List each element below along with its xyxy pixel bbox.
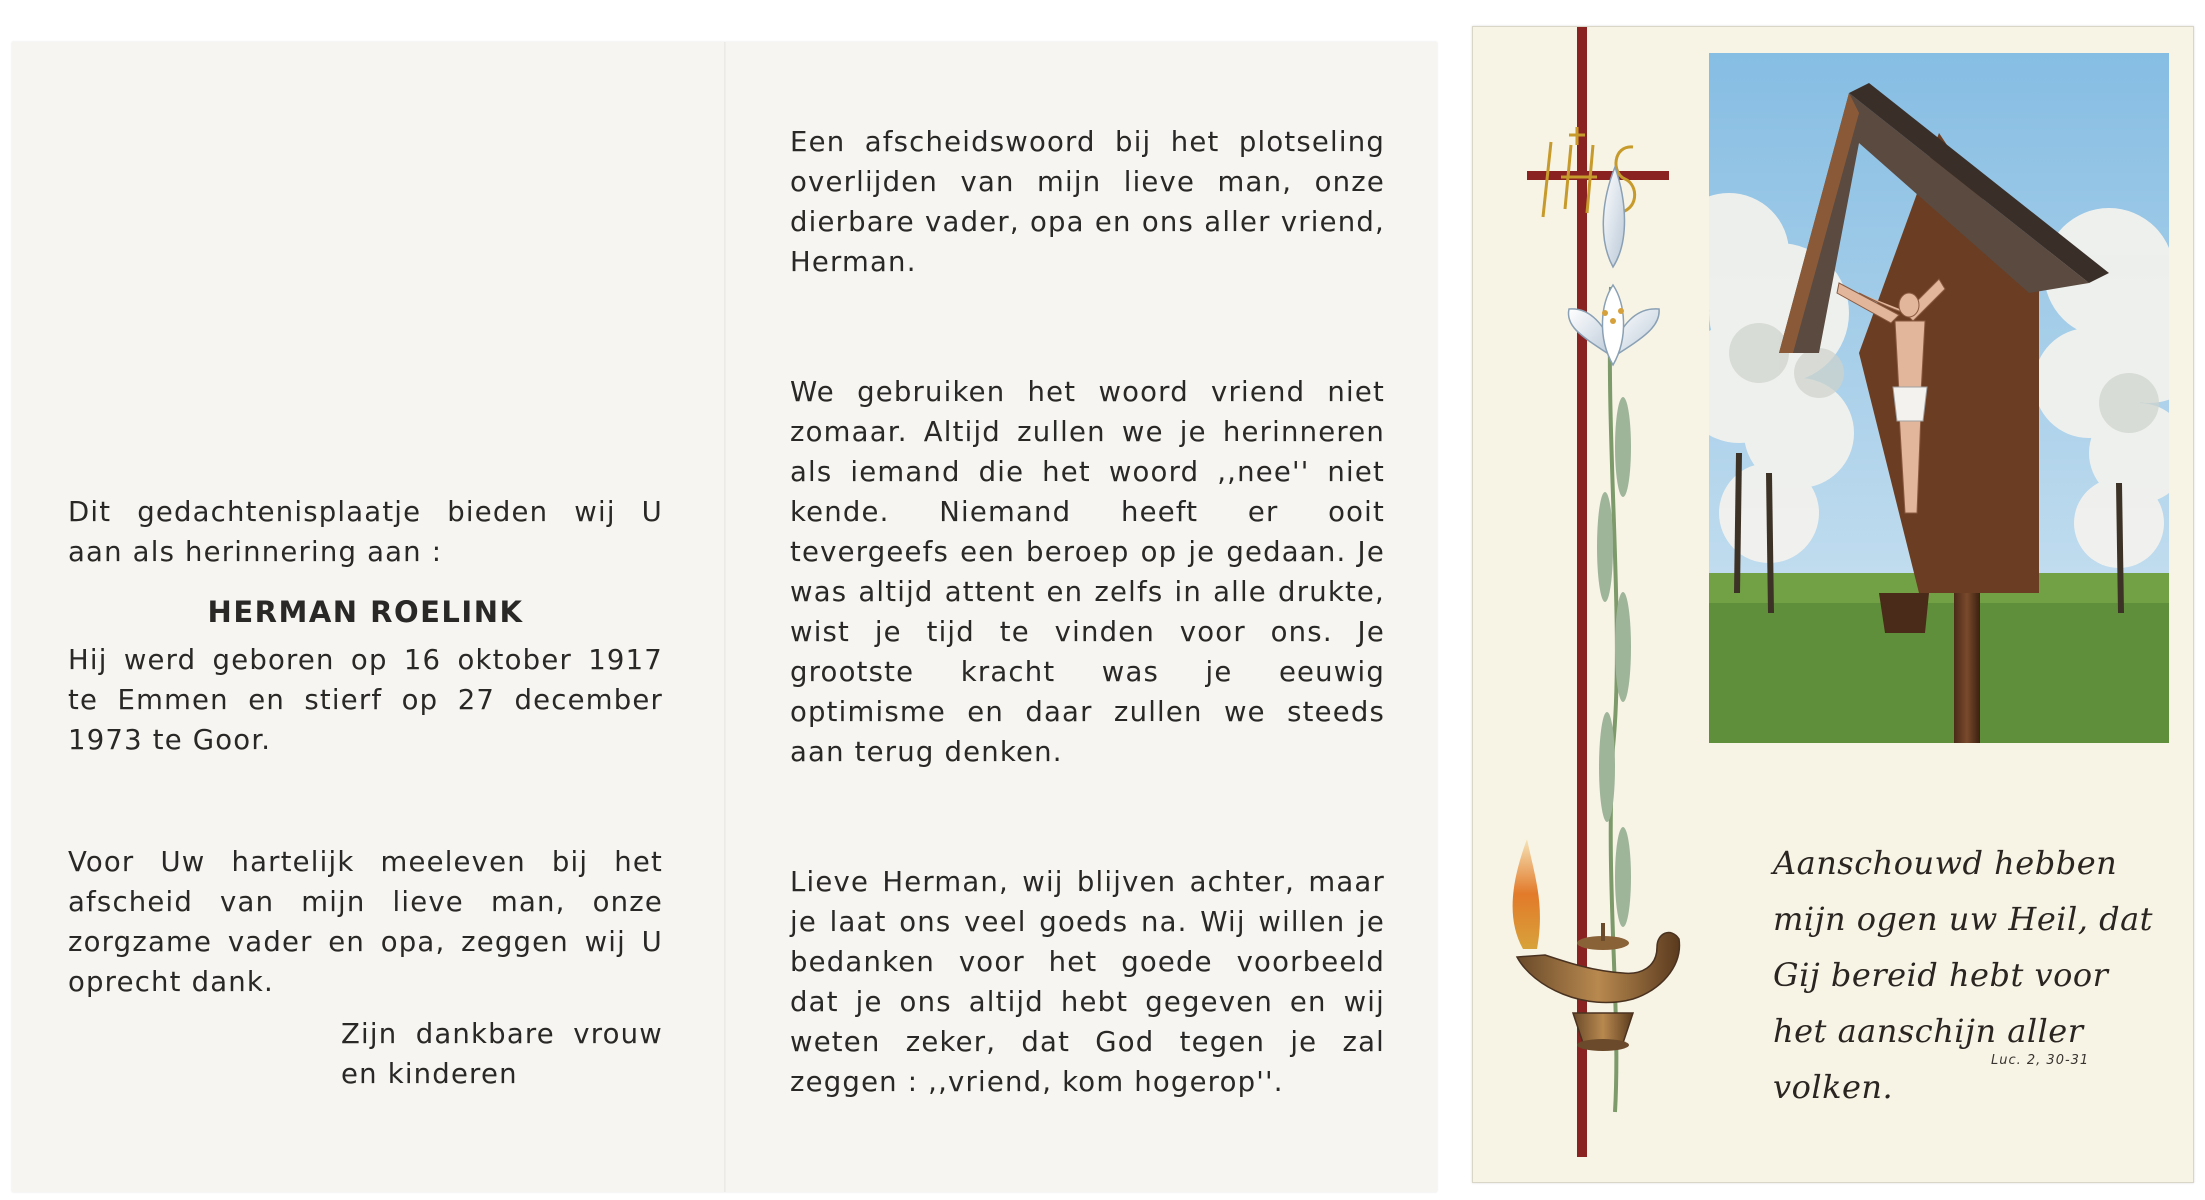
- farewell-intro: Een afscheidswoord bij het plotseling overlijden van mijn lieve man, onze dierbare vader, opa en ons aller vriend, Herman.: [790, 126, 1385, 278]
- intro-text: Dit gedachtenisplaatje bieden wij U aan als herinnering aan :: [68, 496, 663, 568]
- inner-right-panel: [790, 122, 1385, 1102]
- flame-icon: [1513, 839, 1540, 949]
- card-fold: [724, 42, 726, 1192]
- scripture-quote: Aanschouwd hebben mijn ogen uw Heil, dat Gij bereid hebt voor het aanschijn aller volken.: [1773, 844, 2153, 1106]
- wayside-crucifix-photo: [1709, 53, 2169, 743]
- photo-image: [1709, 53, 2169, 743]
- memorial-card-inner: [12, 42, 1437, 1192]
- farewell-closing: Lieve Herman, wij blijven achter, maar je laat ons veel goeds na. Wij willen je bedanken voor het goede voorbeeld dat je ons altijd hebt gegeven en wij weten zeker, dat God tegen je zal zeggen : ,,vriend, kom hogerop''.: [790, 866, 1385, 1098]
- farewell-friend: We gebruiken het woord vriend niet zomaar. Altijd zullen we je herinneren als iemand die het woord ,,nee'' niet kende. Niemand heeft er ooit tevergeefs een beroep op je gedaan. Je was altijd attent en zelfs in alle drukte, wist je tijd te vinden voor ons. Je grootste kracht was je eeuwig optimisme en daar zullen we steeds aan terug denken.: [790, 376, 1385, 768]
- inner-left-panel: [68, 492, 663, 1094]
- decoration-stripe: [1473, 27, 1708, 1182]
- deceased-name: HERMAN ROELINK: [207, 595, 524, 629]
- oil-lamp-icon: [1517, 923, 1679, 1051]
- thanks-text: Voor Uw hartelijk meeleven bij het afscheid van mijn lieve man, onze zorgzame vader en opa, zeggen wij U oprecht dank.: [68, 846, 663, 998]
- birth-death-text: Hij werd geboren op 16 oktober 1917 te Emmen en stierf op 27 december 1973 te Goor.: [68, 644, 663, 756]
- scripture-reference: Luc. 2, 30-31: [1991, 1053, 2090, 1068]
- signature-text: Zijn dankbare vrouw en kinderen: [341, 1018, 663, 1090]
- prayer-card-front: [1472, 26, 2194, 1183]
- lily-bud-icon: [1603, 167, 1624, 267]
